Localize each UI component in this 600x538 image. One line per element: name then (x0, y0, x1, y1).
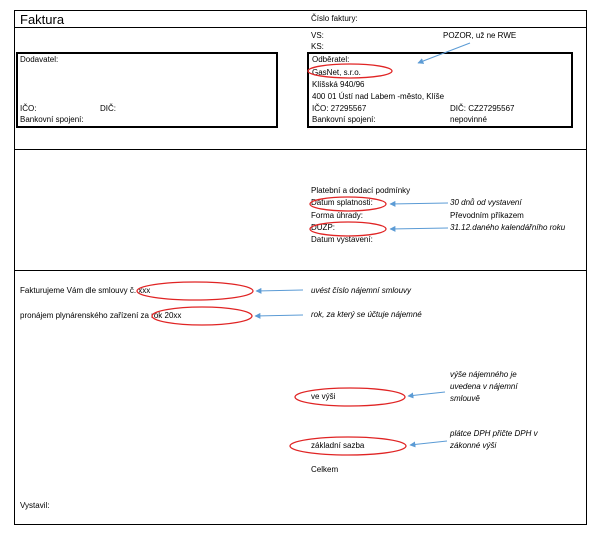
rent-line: pronájem plynárenského zařízení za rok 20xx (20, 311, 182, 320)
total-label: Celkem (311, 465, 339, 474)
base-note-2: zákonné výši (450, 441, 497, 450)
base-rate-label: základní sazba (311, 441, 365, 450)
vs-label: VS: (311, 31, 324, 40)
issue-date-label: Datum vystavení: (311, 235, 373, 244)
contract-line: Fakturujeme Vám dle smlouvy č. xxx (20, 286, 151, 295)
duzp-label: DUZP: (311, 223, 335, 232)
supplier-label: Dodavatel: (20, 55, 59, 64)
amount-note-3: smlouvě (450, 394, 480, 403)
customer-ico: IČO: 27295567 (312, 104, 367, 113)
customer-dic: DIČ: CZ27295567 (450, 104, 515, 113)
payment-heading: Platební a dodací podmínky (311, 186, 411, 195)
customer-label: Odběratel: (312, 55, 350, 64)
header-divider (14, 27, 587, 28)
section-divider-1 (14, 149, 587, 150)
amount-label: ve výši (311, 392, 336, 401)
section-divider-2 (14, 270, 587, 271)
contract-note: uvést číslo nájemní smlouvy (311, 286, 412, 295)
invoice-number-label: Číslo faktury: (311, 14, 358, 23)
amount-note-1: výše nájemného je (450, 370, 517, 379)
ks-label: KS: (311, 42, 324, 51)
customer-street: Klíšská 940/96 (312, 80, 365, 89)
supplier-dic-label: DIČ: (100, 104, 116, 113)
payment-method-value: Převodním příkazem (450, 211, 524, 220)
rent-note: rok, za který se účtuje nájemné (311, 310, 422, 319)
invoice-title: Faktura (20, 12, 65, 27)
customer-bank-label: Bankovní spojení: (312, 115, 376, 124)
amount-note-2: uvedena v nájemní (450, 382, 518, 391)
pozor-note: POZOR, už ne RWE (443, 31, 517, 40)
base-note-1: plátce DPH přičte DPH v (450, 429, 538, 438)
supplier-ico-label: IČO: (20, 104, 37, 113)
duzp-note: 31.12.daného kalendářního roku (450, 223, 566, 232)
due-date-label: Datum splatnosti: (311, 198, 373, 207)
payment-method-label: Forma úhrady: (311, 211, 364, 220)
customer-name: GasNet, s.r.o. (312, 68, 361, 77)
customer-bank-value: nepovinné (450, 115, 487, 124)
due-date-note: 30 dnů od vystavení (450, 198, 522, 207)
issued-by-label: Vystavil: (20, 501, 50, 510)
supplier-bank-label: Bankovní spojení: (20, 115, 84, 124)
customer-city: 400 01 Ústí nad Labem -město, Klíše (312, 92, 445, 101)
